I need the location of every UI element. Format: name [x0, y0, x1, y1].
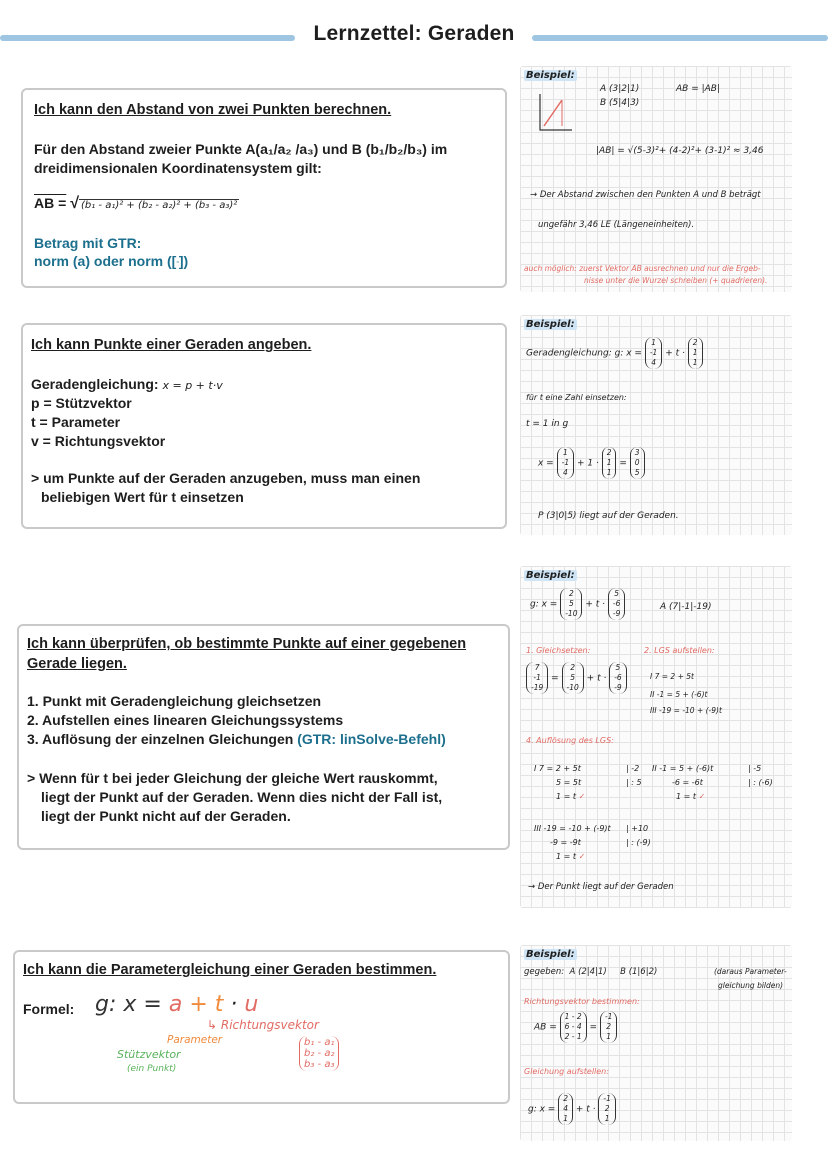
example-label: Beispiel: [526, 949, 575, 960]
solve-ii-a: II -1 = 5 + (-6)t [652, 764, 714, 773]
formula-lhs: AB = [34, 195, 67, 211]
g-line: g: x = 2 5 -10 + t · 5 -6 -9 [530, 588, 625, 620]
result-line1: → Der Abstand zwischen den Punkten A und B beträgt [530, 190, 761, 200]
note-line2: nisse unter die Wurzel schreiben (+ quadrieren). [584, 276, 768, 285]
example-parameter [520, 945, 792, 1141]
param-formula: g: x = a + t · u [95, 992, 259, 1017]
step-insert: für t eine Zahl einsetzen: [526, 393, 627, 402]
hint-line2: gleichung bilden) [718, 981, 784, 990]
gtr-label: Betrag mit GTR: [34, 235, 142, 251]
solve-i-b: 5 = 5t [556, 778, 582, 787]
solve-i-a-op: | -2 [626, 764, 640, 773]
check-step1: 1. Punkt mit Geradengleichung gleichsetzen [27, 693, 322, 709]
step2-heading: Gleichung aufstellen: [524, 1067, 609, 1076]
solve-iii-a-op: | +10 [626, 824, 649, 833]
vector-eq: AB = |AB| [676, 84, 720, 94]
points-note2: beliebigen Wert für t einsetzen [41, 489, 244, 505]
example-check [520, 566, 792, 908]
card-check-heading2: Gerade liegen. [27, 656, 127, 672]
solve-iii-b: -9 = -9t [550, 838, 581, 847]
card-distance [21, 88, 507, 288]
vector-v: 2 1 1 [688, 337, 703, 369]
solve-ii-a-op: | -5 [748, 764, 762, 773]
result-vector: 3 0 5 [630, 447, 645, 479]
formula-rhs: (b₁ - a₁)² + (b₂ - a₂)² + (b₃ - a₃)² [80, 200, 238, 211]
check-note3: liegt der Punkt nicht auf der Geraden. [41, 808, 291, 824]
given-line: gegeben: A (2|4|1) B (1|6|2) [524, 967, 658, 977]
card-parameter-heading: Ich kann die Parametergleichung einer Geraden bestimmen. [23, 962, 437, 978]
step4-heading: 4. Auflösung des LGS: [526, 736, 614, 745]
equate-line: 7 -1 -19 = 2 5 -10 + t · 5 -6 -9 [526, 662, 627, 694]
example-distance [520, 66, 792, 292]
solve-iii-a: III -19 = -10 + (-9)t [534, 824, 611, 833]
point-b: B (5|4|3) [600, 98, 640, 108]
coordinate-sketch-icon [532, 88, 576, 136]
ab-line: AB = 1 - 2 6 - 4 2 - 1 = -1 2 1 [534, 1011, 617, 1043]
points-conclusion: P (3|0|5) liegt auf der Geraden. [538, 511, 679, 521]
lgs-2: II -1 = 5 + (-6)t [650, 690, 708, 699]
solve-iii-b-op: | : (-9) [626, 838, 651, 847]
check-note2: liegt der Punkt auf der Geraden. Wenn dies nicht der Fall ist, [41, 789, 443, 805]
example-label: Beispiel: [526, 319, 575, 330]
card-check-heading1: Ich kann überprüfen, ob bestimmte Punkte auf einer gegebenen [27, 636, 467, 652]
solve-iii-c: 1 = t ✓ [556, 852, 586, 861]
step1-heading: 1. Gleichsetzen: [526, 646, 591, 655]
solve-i-b-op: | : 5 [626, 778, 642, 787]
check-conclusion: → Der Punkt liegt auf der Geraden [528, 882, 674, 892]
line-equation: Geradengleichung: x = p + t·v [31, 376, 223, 392]
example-points [520, 315, 792, 535]
point-a: A (3|2|1) [600, 84, 640, 94]
solve-ii-b: -6 = -6t [672, 778, 703, 787]
step1-heading: Richtungsvektor bestimmen: [524, 997, 640, 1006]
g-line: g: x = 2 4 1 + t · -1 2 1 [528, 1093, 616, 1125]
solve-i-c: 1 = t ✓ [556, 792, 586, 801]
stuetzvektor-line: p = Stützvektor [31, 395, 132, 411]
page-title: Lernzettel: Geraden [313, 22, 515, 45]
card-parameter [13, 950, 510, 1104]
gtr-command: norm (a) oder norm ([▫]) [34, 253, 189, 269]
point-a: A (7|-1|-19) [660, 602, 712, 612]
card-distance-line1: Für den Abstand zweier Punkte A(a₁/a₂ /a₃) und B (b₁/b₂/b₃) im [34, 141, 448, 157]
solve-ii-b-op: | : (-6) [748, 778, 773, 787]
eq-line: Geradengleichung: g: x = 1 -1 4 + t · 2 1 1 [526, 337, 703, 369]
arrow-stuetzvektor: Stützvektor [117, 1048, 181, 1061]
header-bar-right [532, 35, 828, 41]
example-label: Beispiel: [526, 570, 575, 581]
vector-p: 1 -1 4 [645, 337, 662, 369]
card-distance-line2: dreidimensionalen Koordinatensystem gilt: [34, 160, 322, 176]
example-label: Beispiel: [526, 70, 575, 81]
lgs-3: III -19 = -10 + (-9)t [650, 706, 722, 715]
step2-heading: 2. LGS aufstellen: [644, 646, 715, 655]
distance-formula: AB = √ (b₁ - a₁)² + (b₂ - a₂)² + (b₃ - a₃)² [34, 195, 238, 212]
arrow-parameter: Parameter [167, 1034, 223, 1046]
card-points-heading: Ich kann Punkte einer Geraden angeben. [31, 337, 312, 353]
arrow-richtungsvektor: ↳ Richtungsvektor [207, 1018, 319, 1032]
points-note1: > um Punkte auf der Geraden anzugeben, muss man einen [31, 470, 421, 486]
card-check [17, 624, 510, 850]
stuetzvektor-sub: (ein Punkt) [127, 1064, 177, 1074]
step-sub: t = 1 in g [526, 419, 569, 429]
card-distance-heading: Ich kann den Abstand von zwei Punkten berechnen. [34, 102, 392, 118]
check-step3: 3. Auflösung der einzelnen Gleichungen (GTR: linSolve-Befehl) [27, 731, 446, 747]
lgs-1: I 7 = 2 + 5t [650, 672, 694, 681]
richtungsvektor-line: v = Richtungsvektor [31, 433, 166, 449]
card-points [21, 323, 507, 529]
note-line1: auch möglich: zuerst Vektor AB ausrechnen und nur die Ergeb- [524, 264, 761, 273]
calc-line: x = 1 -1 4 + 1 · 2 1 1 = 3 0 5 [538, 447, 645, 479]
hint-line1: (daraus Parameter- [714, 967, 787, 976]
solve-ii-c: 1 = t ✓ [676, 792, 706, 801]
formel-label: Formel: [23, 1001, 75, 1017]
distance-calc: |AB| = √(5-3)²+ (4-2)²+ (3-1)² ≈ 3,46 [596, 146, 764, 156]
check-note1: > Wenn für t bei jeder Gleichung der gleiche Wert rauskommt, [27, 770, 438, 786]
result-line2: ungefähr 3,46 LE (Längeneinheiten). [538, 220, 695, 230]
u-components: b₁ - a₁ b₂ - a₂ b₃ - a₃ [299, 1036, 339, 1071]
parameter-line: t = Parameter [31, 414, 121, 430]
solve-i-a: I 7 = 2 + 5t [534, 764, 581, 773]
check-step2: 2. Aufstellen eines linearen Gleichungssystems [27, 712, 344, 728]
